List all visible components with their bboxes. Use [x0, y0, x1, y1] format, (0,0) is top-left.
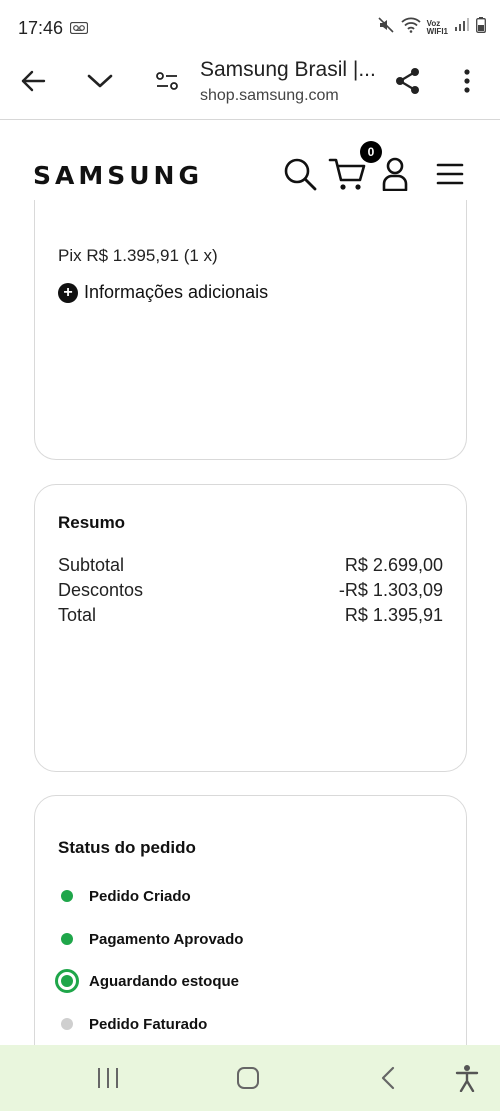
site-settings-icon[interactable]	[152, 66, 182, 96]
plus-circle-icon[interactable]: +	[58, 283, 78, 303]
search-icon[interactable]	[283, 157, 317, 196]
samsung-logo[interactable]: SAMSUNG	[33, 161, 203, 190]
summary-title: Resumo	[58, 513, 126, 532]
menu-icon[interactable]	[436, 162, 464, 191]
summary-card	[34, 484, 467, 772]
total-label: Total	[58, 605, 97, 625]
wifi-icon	[401, 17, 421, 38]
cart-count-badge: 0	[360, 141, 382, 163]
page-title[interactable]: Samsung Brasil |...	[200, 58, 376, 81]
voz-wifi-indicator	[427, 20, 448, 36]
additional-info-label[interactable]: Informações adicionais	[84, 282, 269, 302]
payment-card	[34, 200, 467, 460]
order-status-title: Status do pedido	[58, 838, 196, 857]
status-pending-dot	[55, 1012, 79, 1036]
status-step-label: Pedido Criado	[89, 887, 191, 905]
status-step	[55, 884, 191, 908]
status-step-label: Aguardando estoque	[89, 972, 240, 990]
wifi-label: WIFI1	[426, 26, 448, 36]
recents-icon[interactable]	[88, 1063, 128, 1093]
voz-label: Voz	[426, 18, 441, 28]
status-current-dot	[55, 969, 79, 993]
status-bar	[0, 0, 500, 56]
page-url[interactable]: shop.samsung.com	[200, 87, 339, 104]
system-nav-bar	[0, 1045, 500, 1111]
back-arrow-icon[interactable]	[18, 66, 48, 96]
subtotal-value: R$ 2.699,00	[344, 555, 443, 575]
status-done-dot	[55, 927, 79, 951]
discounts-value: -R$ 1.303,09	[338, 580, 443, 600]
browser-toolbar	[0, 56, 500, 120]
status-done-dot	[55, 884, 79, 908]
summary-row-total	[58, 605, 443, 626]
status-step-current	[55, 969, 239, 993]
battery-icon	[476, 17, 486, 38]
home-icon[interactable]	[228, 1063, 268, 1093]
status-step	[55, 927, 243, 951]
voicemail-icon	[70, 21, 88, 39]
status-step	[55, 1012, 207, 1036]
back-icon[interactable]	[368, 1063, 408, 1093]
additional-info-toggle[interactable]	[58, 282, 268, 303]
discounts-label: Descontos	[58, 580, 144, 600]
status-step-label: Pedido Faturado	[89, 1015, 208, 1033]
summary-row-discounts	[58, 580, 443, 601]
more-vert-icon[interactable]	[455, 66, 479, 96]
status-time: 17:46	[18, 18, 64, 38]
mute-icon	[377, 16, 395, 39]
accessibility-icon[interactable]	[447, 1063, 487, 1093]
chevron-down-icon[interactable]	[85, 66, 115, 96]
status-step-label: Pagamento Aprovado	[89, 930, 244, 948]
cart-icon[interactable]	[328, 157, 366, 196]
summary-row-subtotal	[58, 555, 443, 576]
share-icon[interactable]	[392, 65, 424, 97]
signal-icon	[454, 18, 470, 37]
pix-payment-line: Pix R$ 1.395,91 (1 x)	[58, 246, 218, 265]
user-icon[interactable]	[382, 157, 408, 196]
total-value: R$ 1.395,91	[344, 605, 443, 625]
subtotal-label: Subtotal	[58, 555, 125, 575]
